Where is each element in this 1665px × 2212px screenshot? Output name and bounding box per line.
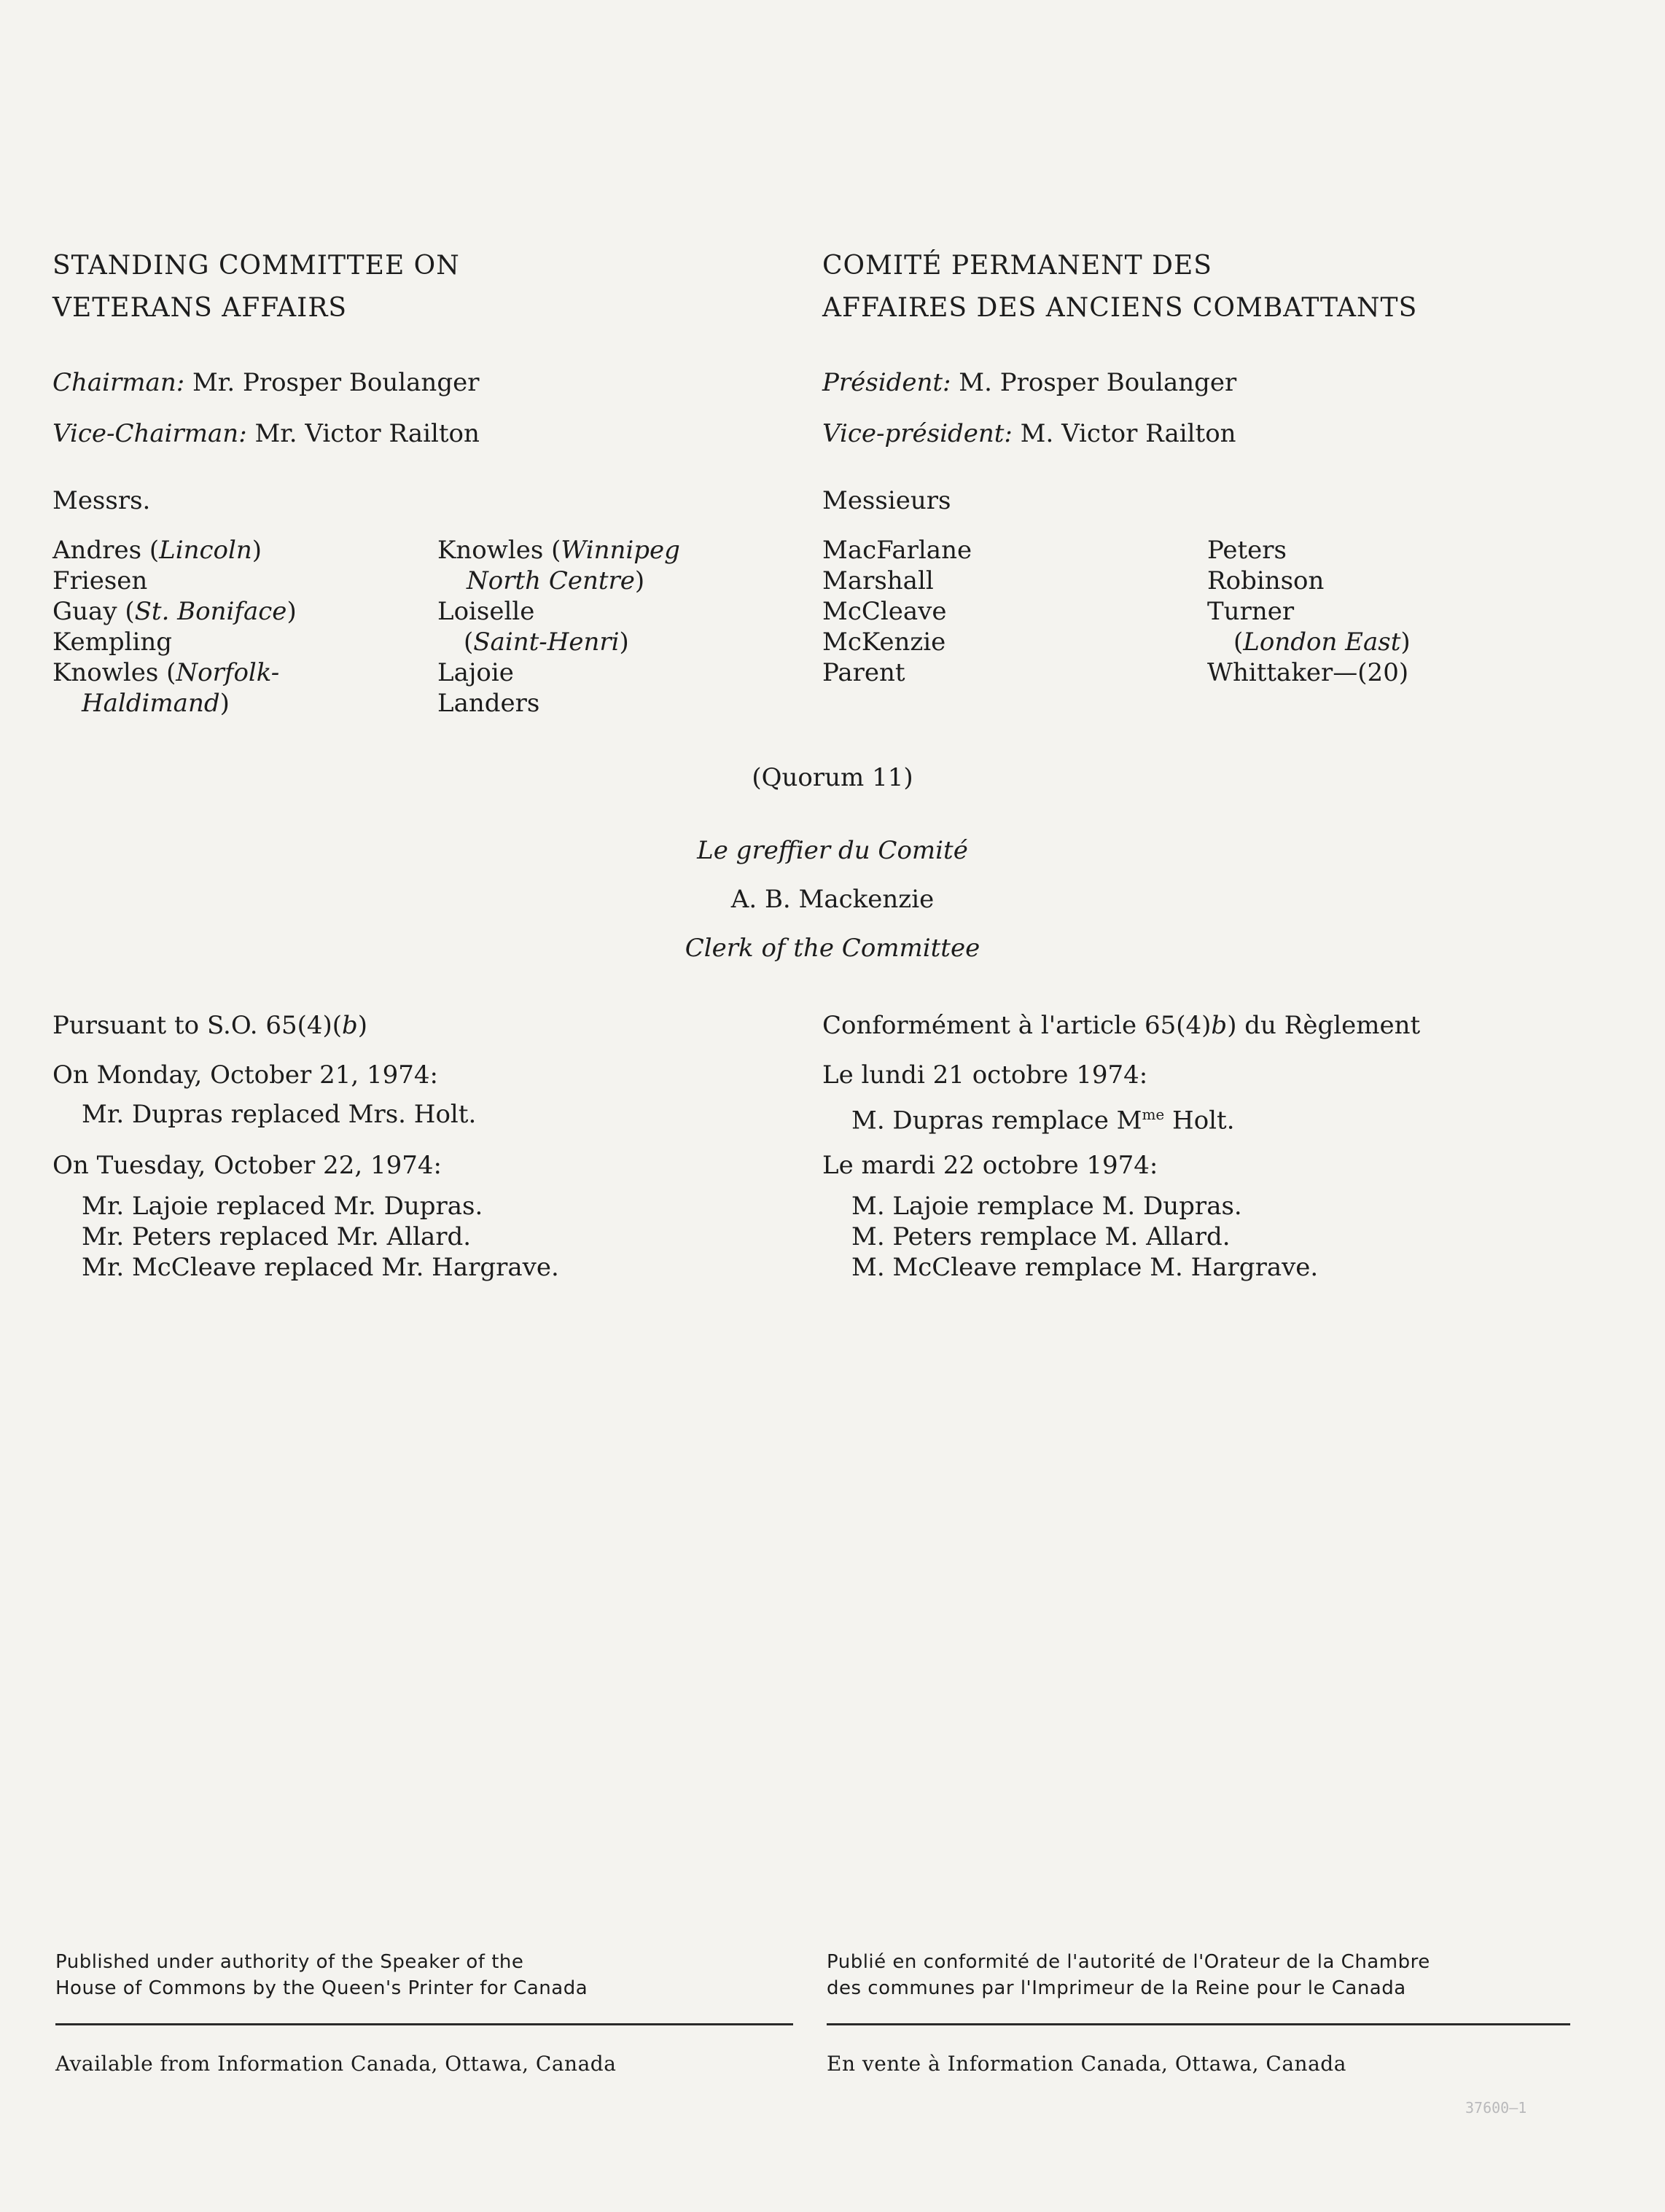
- chairman-name-en: Mr. Prosper Boulanger: [184, 368, 480, 397]
- member-entry: Robinson: [1207, 566, 1325, 595]
- member-entry: Knowles (Norfolk-: [52, 658, 280, 687]
- member-entry: Friesen: [52, 566, 148, 595]
- change-entry: Mr. McCleave replaced Mr. Hargrave.: [82, 1253, 559, 1282]
- clerk-title-en: Clerk of the Committee: [685, 934, 980, 963]
- chairman-label-en: Chairman:: [52, 368, 185, 397]
- available-fr: En vente à Information Canada, Ottawa, Canada: [827, 2052, 1346, 2076]
- published-en-line2: House of Commons by the Queen's Printer for Canada: [55, 1977, 588, 1999]
- member-entry: McCleave: [822, 597, 947, 626]
- vice-name-en: Mr. Victor Railton: [246, 419, 480, 448]
- member-entry: Lajoie: [437, 658, 514, 687]
- title-en-line2: VETERANS AFFAIRS: [52, 293, 348, 323]
- vice-name-fr: M. Victor Railton: [1012, 419, 1236, 448]
- change-entry: M. McCleave remplace M. Hargrave.: [851, 1253, 1319, 1282]
- published-en-line1: Published under authority of the Speaker of the: [55, 1951, 524, 1973]
- change-entry: M. Peters remplace M. Allard.: [851, 1222, 1231, 1251]
- member-entry: North Centre): [467, 566, 645, 595]
- clerk-title-fr: Le greffier du Comité: [697, 836, 968, 865]
- member-entry: (Saint-Henri): [464, 628, 629, 657]
- clerk-name: A. B. Mackenzie: [730, 885, 935, 914]
- member-entry: Turner: [1207, 597, 1295, 626]
- pursuant-en: Pursuant to S.O. 65(4)(b): [52, 1011, 368, 1040]
- member-entry: Haldimand): [82, 689, 230, 718]
- vice-chairman-fr: [822, 418, 1236, 449]
- quorum: (Quorum 11): [752, 763, 913, 792]
- chairman-en: [52, 367, 479, 398]
- footer-rule-left: [55, 2023, 793, 2025]
- chairman-label-fr: Président:: [822, 368, 951, 397]
- date2-en: On Tuesday, October 22, 1974:: [52, 1151, 442, 1180]
- member-entry: Kempling: [52, 628, 173, 657]
- member-entry: Guay (St. Boniface): [52, 597, 297, 626]
- vice-chairman-en: [52, 418, 480, 449]
- date1-fr: Le lundi 21 octobre 1974:: [822, 1060, 1148, 1090]
- page-number: 37600—1: [1465, 2099, 1527, 2117]
- change-entry: Mr. Lajoie replaced Mr. Dupras.: [82, 1192, 483, 1221]
- member-entry: Marshall: [822, 566, 934, 595]
- member-entry: Andres (Lincoln): [52, 536, 262, 565]
- chairman-name-fr: M. Prosper Boulanger: [951, 368, 1237, 397]
- member-entry: Loiselle: [437, 597, 535, 626]
- change-entry: M. Dupras remplace $M^{me}$ Holt.: [851, 1106, 1235, 1136]
- footer-rule-right: [827, 2023, 1570, 2025]
- change-entry: M. Lajoie remplace M. Dupras.: [851, 1192, 1242, 1221]
- available-en: Available from Information Canada, Ottawa, Canada: [55, 2052, 617, 2076]
- member-entry: Landers: [437, 689, 540, 718]
- published-fr-line1: Publié en conformité de l'autorité de l'Orateur de la Chambre: [827, 1951, 1430, 1973]
- title-fr-line2: AFFAIRES DES ANCIENS COMBATTANTS: [822, 293, 1418, 323]
- date2-fr: Le mardi 22 octobre 1974:: [822, 1151, 1158, 1180]
- members-heading-en: Messrs.: [52, 486, 151, 515]
- member-entry: Whittaker—(20): [1207, 658, 1409, 687]
- member-entry: McKenzie: [822, 628, 946, 657]
- change-entry: Mr. Peters replaced Mr. Allard.: [82, 1222, 472, 1251]
- vice-label-en: Vice-Chairman:: [52, 419, 247, 448]
- member-entry: Knowles (Winnipeg: [437, 536, 680, 565]
- member-entry: Parent: [822, 658, 905, 687]
- change-entry: Mr. Dupras replaced Mrs. Holt.: [82, 1100, 477, 1129]
- title-fr-line1: COMITÉ PERMANENT DES: [822, 251, 1212, 281]
- date1-en: On Monday, October 21, 1974:: [52, 1060, 438, 1090]
- members-heading-fr: Messieurs: [822, 486, 951, 515]
- member-entry: MacFarlane: [822, 536, 972, 565]
- vice-label-fr: Vice-président:: [822, 419, 1013, 448]
- chairman-fr: [822, 367, 1236, 398]
- published-fr-line2: des communes par l'Imprimeur de la Reine pour le Canada: [827, 1977, 1406, 1999]
- member-entry: (London East): [1233, 628, 1411, 657]
- pursuant-fr: Conformément à l'article 65(4)b) du Règlement: [822, 1011, 1421, 1040]
- member-entry: Peters: [1207, 536, 1287, 565]
- title-en-line1: STANDING COMMITTEE ON: [52, 251, 460, 281]
